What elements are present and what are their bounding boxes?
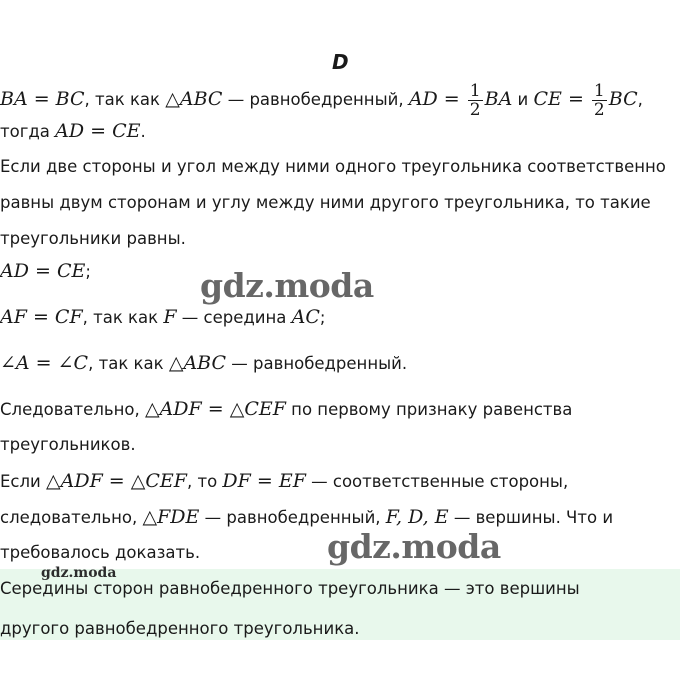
text-line — [0, 120, 680, 143]
fraction-numerator: 1 — [469, 81, 481, 101]
math-expression: F, D, E — [385, 506, 449, 528]
text-run: ; — [85, 262, 91, 281]
math-expression: BA = BC — [0, 88, 85, 110]
text-run: по первому признаку равенства — [285, 400, 573, 419]
math-expression: △ABC — [168, 352, 227, 374]
text-line — [0, 228, 680, 250]
math-expression: AD = CE — [55, 120, 141, 142]
math-expression: △ADF = △CEF — [46, 470, 187, 492]
text-run: и — [512, 90, 534, 109]
figure-label: D — [332, 50, 349, 74]
text-run: . — [140, 122, 146, 141]
text-run: треугольники равны. — [0, 229, 186, 248]
text-run: , так как — [82, 308, 164, 327]
fraction-numerator: 1 — [593, 81, 605, 101]
text-run: другого равнобедренного треугольника. — [0, 619, 360, 638]
text-run: Если две стороны и угол между ними одного треугольника соответственно — [0, 157, 666, 176]
text-run: , — [637, 90, 643, 109]
text-line — [0, 82, 680, 119]
math-expression: F — [163, 306, 177, 328]
text-run: Если — [0, 472, 47, 491]
fraction — [592, 82, 607, 119]
fraction-denominator: 2 — [593, 100, 605, 120]
text-run: равны двум сторонам и углу между ними другого треугольника, то такие — [0, 193, 651, 212]
text-run: тогда — [0, 122, 56, 141]
text-run: , то — [186, 472, 223, 491]
text-run: — соответственные стороны, — [305, 472, 569, 491]
text-run: , так как — [88, 354, 169, 373]
text-run: Следовательно, — [0, 400, 145, 419]
text-run: — равнобедренный, — [199, 508, 386, 527]
text-run: ; — [319, 308, 326, 327]
math-expression: △ADF = △CEF — [144, 398, 286, 420]
math-expression: CE = — [533, 88, 590, 110]
text-line — [0, 306, 680, 329]
text-run: — равнобедренный. — [226, 354, 408, 373]
math-expression: AD = — [408, 88, 466, 110]
watermark-small: gdz.moda — [41, 565, 117, 581]
text-line — [0, 156, 680, 178]
fraction-denominator: 2 — [469, 100, 481, 120]
text-line — [0, 506, 680, 529]
text-line — [0, 192, 680, 214]
text-run: — вершины. Что и — [448, 508, 614, 527]
math-expression: AC — [291, 306, 320, 328]
math-expression: BC — [608, 88, 638, 110]
text-run: треугольников. — [0, 435, 136, 454]
math-expression: BA — [484, 88, 513, 110]
math-expression: AF = CF — [0, 306, 83, 328]
text-line — [0, 398, 680, 421]
text-line — [0, 352, 680, 375]
text-line — [0, 434, 680, 456]
math-expression: △ABC — [165, 88, 223, 110]
fraction — [468, 82, 483, 119]
math-expression: ∠A = ∠C — [0, 352, 89, 374]
watermark: gdz.moda — [327, 527, 501, 566]
math-expression: AD = CE — [0, 260, 86, 282]
text-line — [0, 470, 680, 493]
text-run: — середина — [176, 308, 292, 327]
text-line — [0, 578, 680, 600]
text-run: — равнобедренный, — [222, 90, 409, 109]
text-run: , так как — [84, 90, 166, 109]
text-run: требовалось доказать. — [0, 543, 201, 562]
text-run: следовательно, — [0, 508, 143, 527]
text-run: Середины сторон равнобедренного треугольника — это вершины — [0, 579, 580, 598]
math-expression: △FDE — [142, 506, 200, 528]
text-line — [0, 618, 680, 640]
math-expression: DF = EF — [222, 470, 306, 492]
watermark: gdz.moda — [200, 266, 374, 305]
